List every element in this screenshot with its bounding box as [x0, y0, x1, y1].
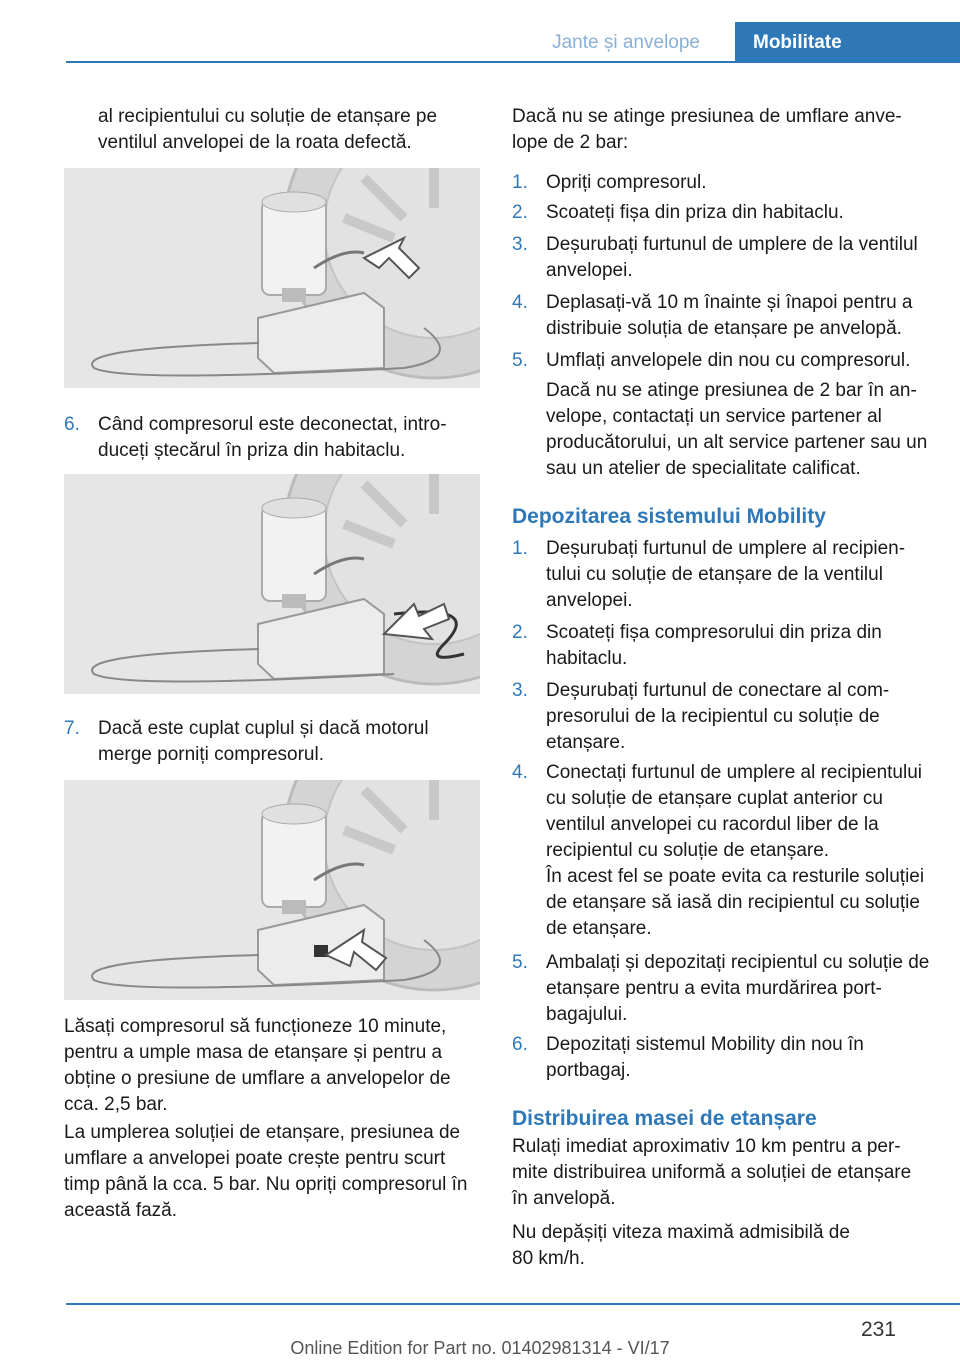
heading-depozitarea: Depozitarea sistemului Mobility [512, 505, 826, 528]
list2-note: În acest fel se poate evita ca resturile soluției de etanșare să iasă din recipientul cu soluție de etanșare. [546, 866, 925, 939]
step-text: Deșurubați furtunul de umplere al recipientului cu soluție de etanșare de la ventilul anvelopei. [546, 538, 906, 611]
list2-item-2 [512, 620, 930, 672]
paragraph-pressure-note: La umplerea soluției de etanșare, presiunea de umflare a anvelopei poate crește pentru scurt timp până la cca. 5 bar. Nu opriți compresorul în această fază. [64, 1122, 468, 1221]
list1-note: Dacă nu se atinge presiunea de 2 bar în anvelope, contactați un service partener al producătorului, un alt service partener sau un sau un atelier de specialitate calificat. [546, 380, 928, 479]
paragraph-speed: Nu depășiți viteza maximă admisibilă de 80 km/h. [512, 1222, 850, 1269]
step-text: Depozitați sistemul Mobility din nou în portbagaj. [546, 1034, 864, 1081]
figure-compressor-valve [64, 168, 480, 388]
step-number: 4. [512, 762, 528, 783]
list1-item-4 [512, 290, 930, 342]
step-text: Deșurubați furtunul de conectare al compresorului de la recipientul cu soluție de etanșare. [546, 680, 890, 753]
figure-compressor-switch [64, 780, 480, 1000]
header-rule [66, 61, 960, 63]
step-number: 3. [512, 680, 528, 701]
step-text: Dacă este cuplat cuplul și dacă motorul merge porniți compresorul. [98, 718, 429, 765]
page-header [0, 0, 960, 62]
step-number: 3. [512, 234, 528, 255]
paragraph-run-compressor: Lăsați compresorul să funcționeze 10 minute, pentru a umple masa de etanșare și pentru a obține o presiune de umflare a anvelopelor de cca. 2,5 bar. [64, 1016, 451, 1115]
tab-mobilitate[interactable]: Mobilitate [735, 22, 960, 62]
step-number: 6. [512, 1034, 528, 1055]
step-number: 4. [512, 292, 528, 313]
paragraph-drive: Rulați imediat aproximativ 10 km pentru a permite distribuirea uniformă a soluției de etanșare în anvelopă. [512, 1136, 912, 1209]
step-text: Opriți compresorul. [546, 172, 707, 193]
step-text: Deșurubați furtunul de umplere de la ventilul anvelopei. [546, 234, 918, 281]
list2-item-5 [512, 950, 930, 1028]
list2-item-1 [512, 536, 930, 614]
step-number: 2. [512, 622, 528, 643]
step-text: Deplasați-vă 10 m înainte și înapoi pentru a distribuie soluția de etanșare pe anvelopă. [546, 292, 913, 339]
step-text: Scoateți fișa compresorului din priza din habitaclu. [546, 622, 882, 669]
step-number: 5. [512, 952, 528, 973]
step-text: Scoateți fișa din priza din habitaclu. [546, 202, 844, 223]
heading-distribuirea: Distribuirea masei de etanșare [512, 1107, 817, 1130]
step-text: Ambalați și depozitați recipientul cu soluție de etanșare pentru a evita murdărirea portbagajului. [546, 952, 930, 1025]
list1-item-1 [512, 170, 930, 196]
list2-item-3 [512, 678, 930, 756]
footer-rule [66, 1303, 960, 1305]
list1-item-2 [512, 200, 930, 226]
step-number: 1. [512, 172, 528, 193]
step-number: 7. [64, 718, 80, 739]
step-number: 1. [512, 538, 528, 559]
step-text: Umflați anvelopele din nou cu compresorul. [546, 350, 911, 371]
edition-note: Online Edition for Part no. 01402981314 - VI/17 [290, 1338, 670, 1358]
intro-text: al recipientului cu soluție de etanșare pe ventilul anvelopei de la roata defectă. [98, 106, 438, 153]
figure-compressor-plug [64, 474, 480, 694]
list1-item-3 [512, 232, 930, 284]
page-number: 231 [860, 1318, 896, 1341]
step-text: Când compresorul este deconectat, introduceți ștecărul în priza din habitaclu. [98, 414, 447, 461]
list2-item-4 [512, 760, 930, 864]
step-number: 5. [512, 350, 528, 371]
step-number: 6. [64, 414, 80, 435]
step-6 [64, 412, 482, 464]
step-text: Conectați furtunul de umplere al recipientului cu soluție de etanșare cuplat anterior cu ventilul anvelopei cu racordul liber de la recipientul cu soluție de etanșare. [546, 762, 922, 861]
right-intro: Dacă nu se atinge presiunea de umflare anvelope de 2 bar: [512, 106, 902, 153]
step-7 [64, 716, 482, 768]
tab-jante-si-anvelope[interactable]: Jante și anvelope [552, 32, 700, 53]
list1-item-5 [512, 348, 930, 374]
step-number: 2. [512, 202, 528, 223]
list2-item-6 [512, 1032, 930, 1084]
